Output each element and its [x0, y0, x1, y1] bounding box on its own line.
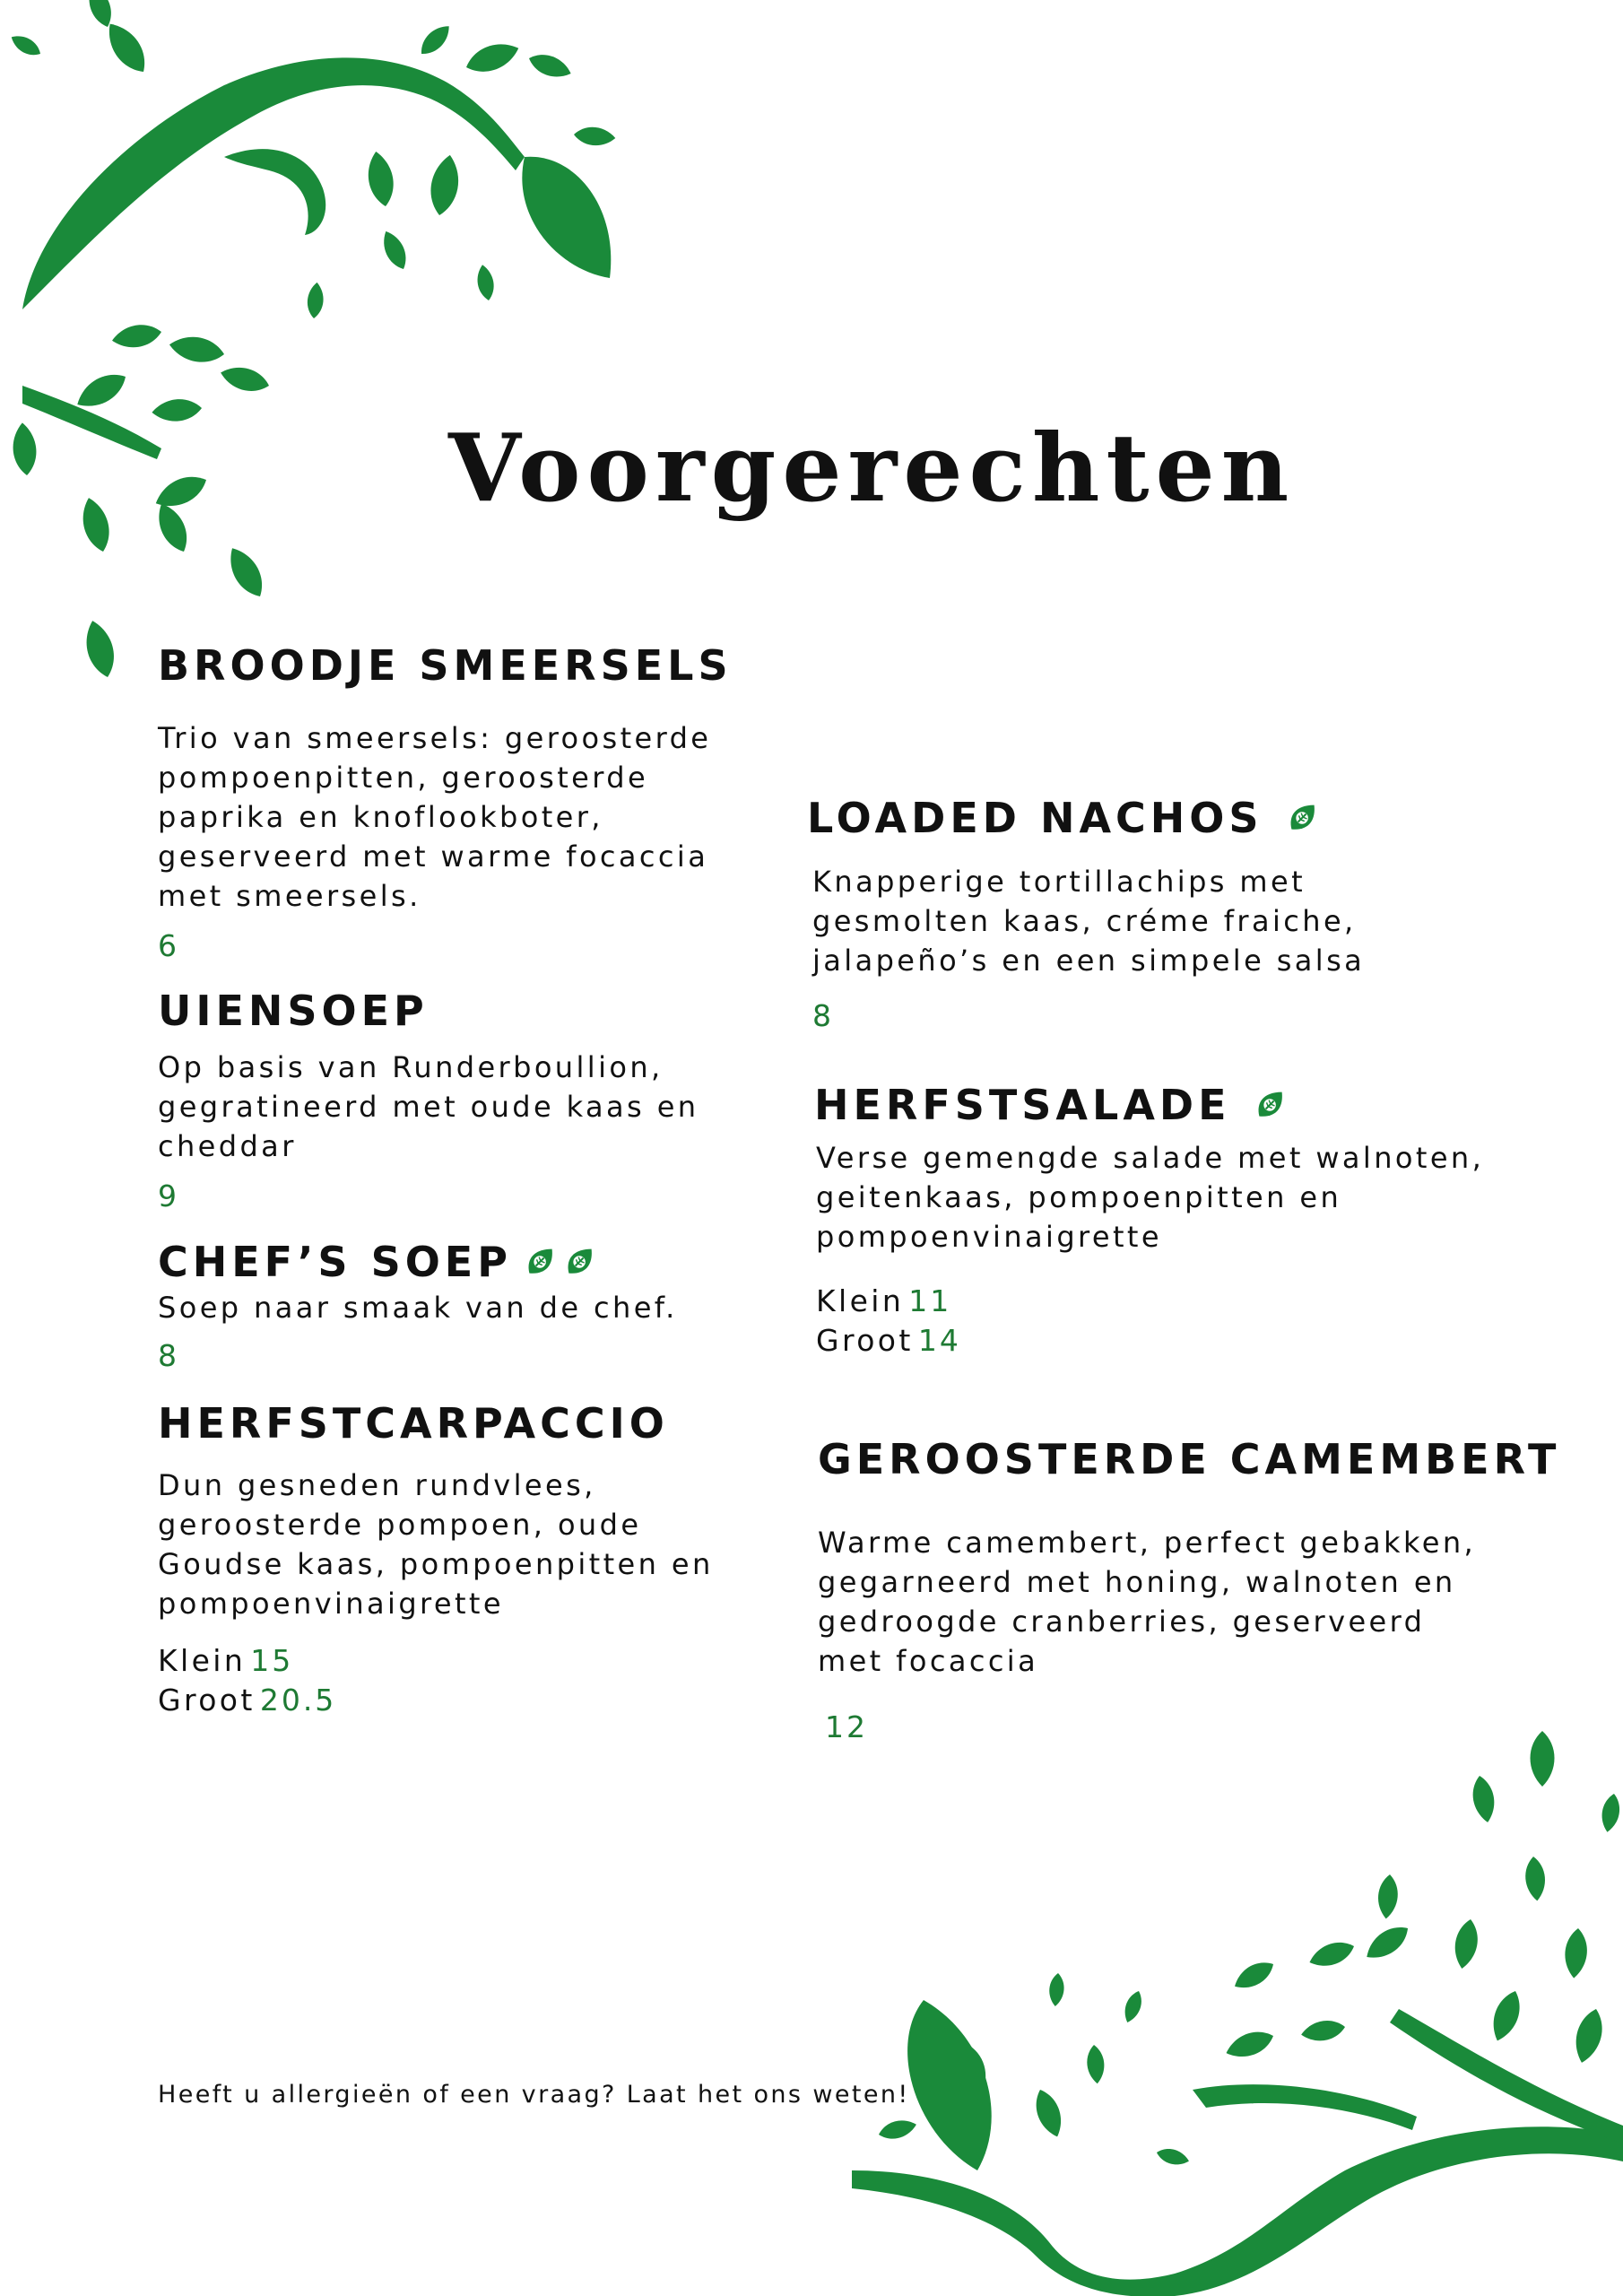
item-description: Trio van smeersels: geroosterde pompoenpitten, geroosterde paprika en knoflookboter, geserveerd met warme focaccia met smeersels. — [158, 721, 712, 913]
item-description: Soep naar smaak van de chef. — [158, 1291, 678, 1325]
item-price: 9 — [158, 1178, 179, 1213]
leaf-badge-icon — [1254, 1089, 1287, 1121]
menu-item-herfstcarpaccio — [158, 1399, 750, 1720]
item-name: HERFSTCARPACCIO — [158, 1399, 669, 1448]
menu-item-herfstsalade — [814, 1081, 1496, 1361]
menu-item-broodje-smeersels — [158, 641, 732, 963]
leafy-branch-illustration-top — [0, 0, 897, 718]
item-name: BROODJE SMEERSELS — [158, 641, 732, 690]
allergy-note: Heeft u allergieën of een vraag? Laat het ons weten! — [158, 2081, 910, 2109]
item-name: GEROOSTERDE CAMEMBERT — [818, 1435, 1561, 1483]
item-description: Op basis van Runderboullion, gegratineerd met oude kaas en cheddar — [158, 1050, 699, 1163]
item-description: Warme camembert, perfect gebakken, gegarneerd met honing, walnoten en gedroogde cranberries, geserveerd met focaccia — [818, 1526, 1477, 1678]
item-price: 8 — [812, 998, 834, 1033]
leaf-badge-icon — [1287, 802, 1319, 834]
item-price: 8 — [158, 1338, 179, 1373]
item-price: 6 — [158, 928, 179, 963]
item-description: Knapperige tortillachips met gesmolten kaas, créme fraiche, jalapeño’s en een simpele salsa — [812, 865, 1366, 978]
item-name: CHEF’S SOEP — [158, 1238, 732, 1286]
size-label: Groot — [816, 1323, 914, 1358]
leafy-branch-illustration-bottom — [852, 1668, 1623, 2296]
item-price: 14 — [917, 1323, 961, 1358]
size-label: Groot — [158, 1683, 256, 1718]
item-price: 12 — [825, 1709, 868, 1744]
item-description: Verse gemengde salade met walnoten, geitenkaas, pompoenpitten en pompoenvinaigrette — [816, 1141, 1485, 1254]
item-price: 11 — [908, 1283, 952, 1318]
item-name: HERFSTSALADE — [814, 1081, 1496, 1129]
menu-item-loaded-nachos — [807, 794, 1435, 1033]
menu-item-chefs-soep — [158, 1238, 732, 1373]
item-name: LOADED NACHOS — [807, 794, 1435, 842]
leaf-badge-icon — [564, 1246, 596, 1278]
item-prices — [816, 1282, 1496, 1361]
size-label: Klein — [816, 1283, 905, 1318]
page-title: Voorgerechten — [448, 412, 1296, 523]
item-price: 20.5 — [259, 1683, 337, 1718]
size-label: Klein — [158, 1643, 247, 1678]
menu-item-uiensoep — [158, 987, 732, 1213]
leaf-badge-icon — [525, 1246, 557, 1278]
item-description: Dun gesneden rundvlees, geroosterde pompoen, oude Goudse kaas, pompoenpitten en pompoenvinaigrette — [158, 1468, 714, 1621]
item-prices — [158, 1641, 750, 1720]
menu-item-geroosterde-camembert — [818, 1435, 1561, 1744]
item-name: UIENSOEP — [158, 987, 429, 1035]
item-price: 15 — [250, 1643, 294, 1678]
